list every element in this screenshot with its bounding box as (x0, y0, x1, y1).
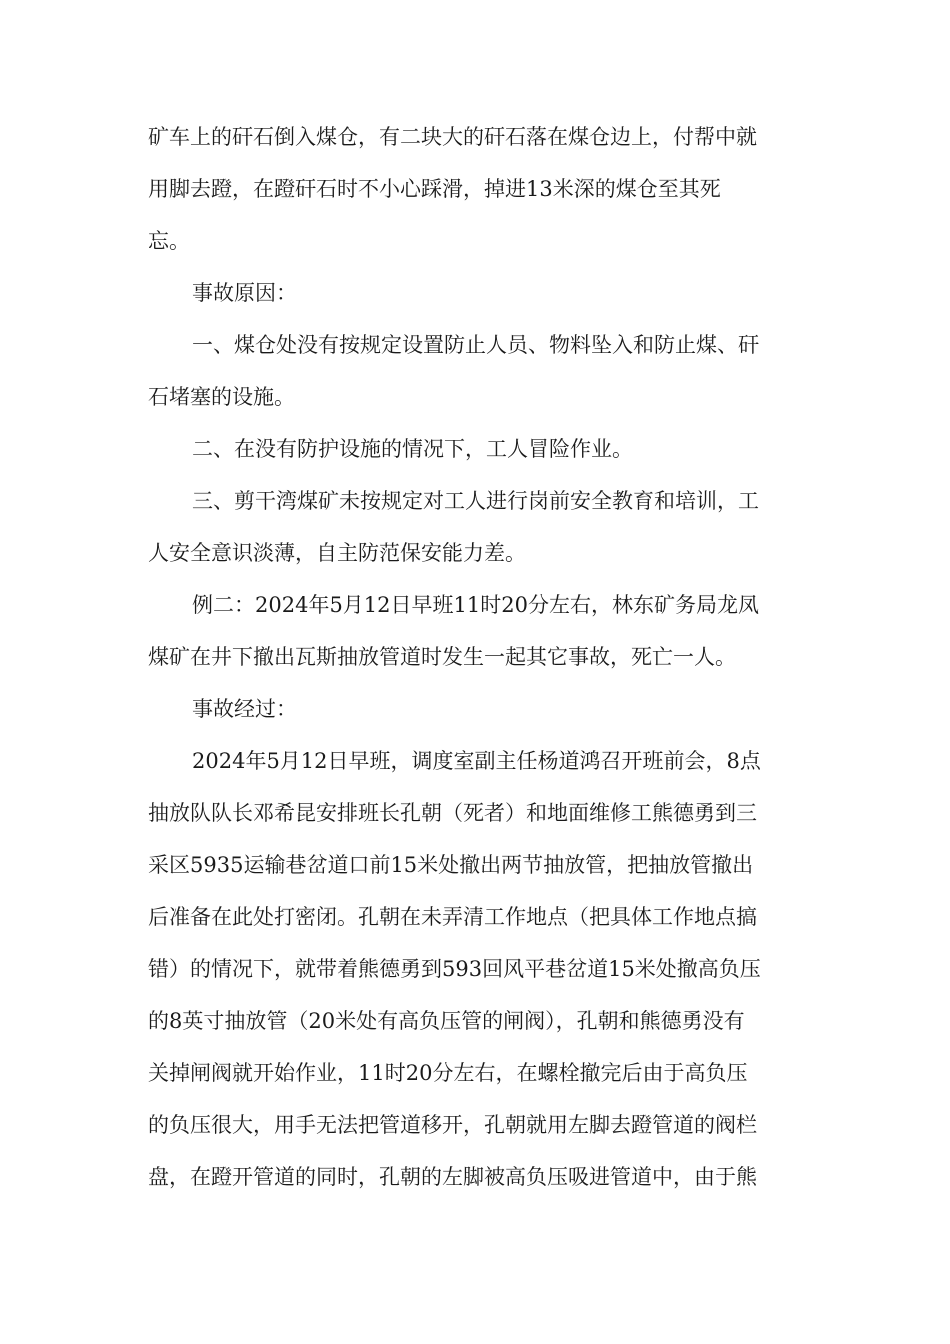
text-line-14: 抽放队队长邓希昆安排班长孔朝（死者）和地面维修工熊德勇到三 (148, 801, 757, 825)
text-line-2: 用脚去蹬，在蹬矸石时不小心踩滑，掉进13米深的煤仓至其死 (148, 177, 721, 201)
text-line-8: 三、剪干湾煤矿未按规定对工人进行岗前安全教育和培训，工 (192, 489, 759, 513)
text-line-15: 采区5935运输巷岔道口前15米处撤出两节抽放管，把抽放管撤出 (148, 853, 754, 877)
text-line-7: 二、在没有防护设施的情况下，工人冒险作业。 (192, 437, 633, 461)
text-line-9: 人安全意识淡薄，自主防范保安能力差。 (148, 541, 526, 565)
section-heading-process: 事故经过： (192, 697, 297, 721)
text-line-19: 关掉闸阀就开始作业，11时20分左右，在螺栓撤完后由于高负压 (148, 1061, 748, 1085)
text-line-18: 的8英寸抽放管（20米处有高负压管的闸阀），孔朝和熊德勇没有 (148, 1009, 745, 1033)
text-line-5: 一、煤仓处没有按规定设置防止人员、物料坠入和防止煤、矸 (192, 333, 759, 357)
text-line-11: 煤矿在井下撤出瓦斯抽放管道时发生一起其它事故，死亡一人。 (148, 645, 736, 669)
text-line-13: 2024年5月12日早班，调度室副主任杨道鸿召开班前会，8点 (192, 749, 761, 773)
text-line-6: 石堵塞的设施。 (148, 385, 295, 409)
text-line-1: 矿车上的矸石倒入煤仓，有二块大的矸石落在煤仓边上，付帮中就 (148, 125, 757, 149)
text-line-3: 忘。 (148, 229, 190, 253)
text-line-10: 例二：2024年5月12日早班11时20分左右，林东矿务局龙凤 (192, 593, 759, 617)
text-line-20: 的负压很大，用手无法把管道移开，孔朝就用左脚去蹬管道的阀栏 (148, 1113, 757, 1137)
text-line-17: 错）的情况下，就带着熊德勇到593回风平巷岔道15米处撤高负压 (148, 957, 761, 981)
text-line-21: 盘，在蹬开管道的同时，孔朝的左脚被高负压吸进管道中，由于熊 (148, 1165, 757, 1189)
text-line-16: 后准备在此处打密闭。孔朝在未弄清工作地点（把具体工作地点搞 (148, 905, 757, 929)
section-heading-cause: 事故原因： (192, 281, 297, 305)
